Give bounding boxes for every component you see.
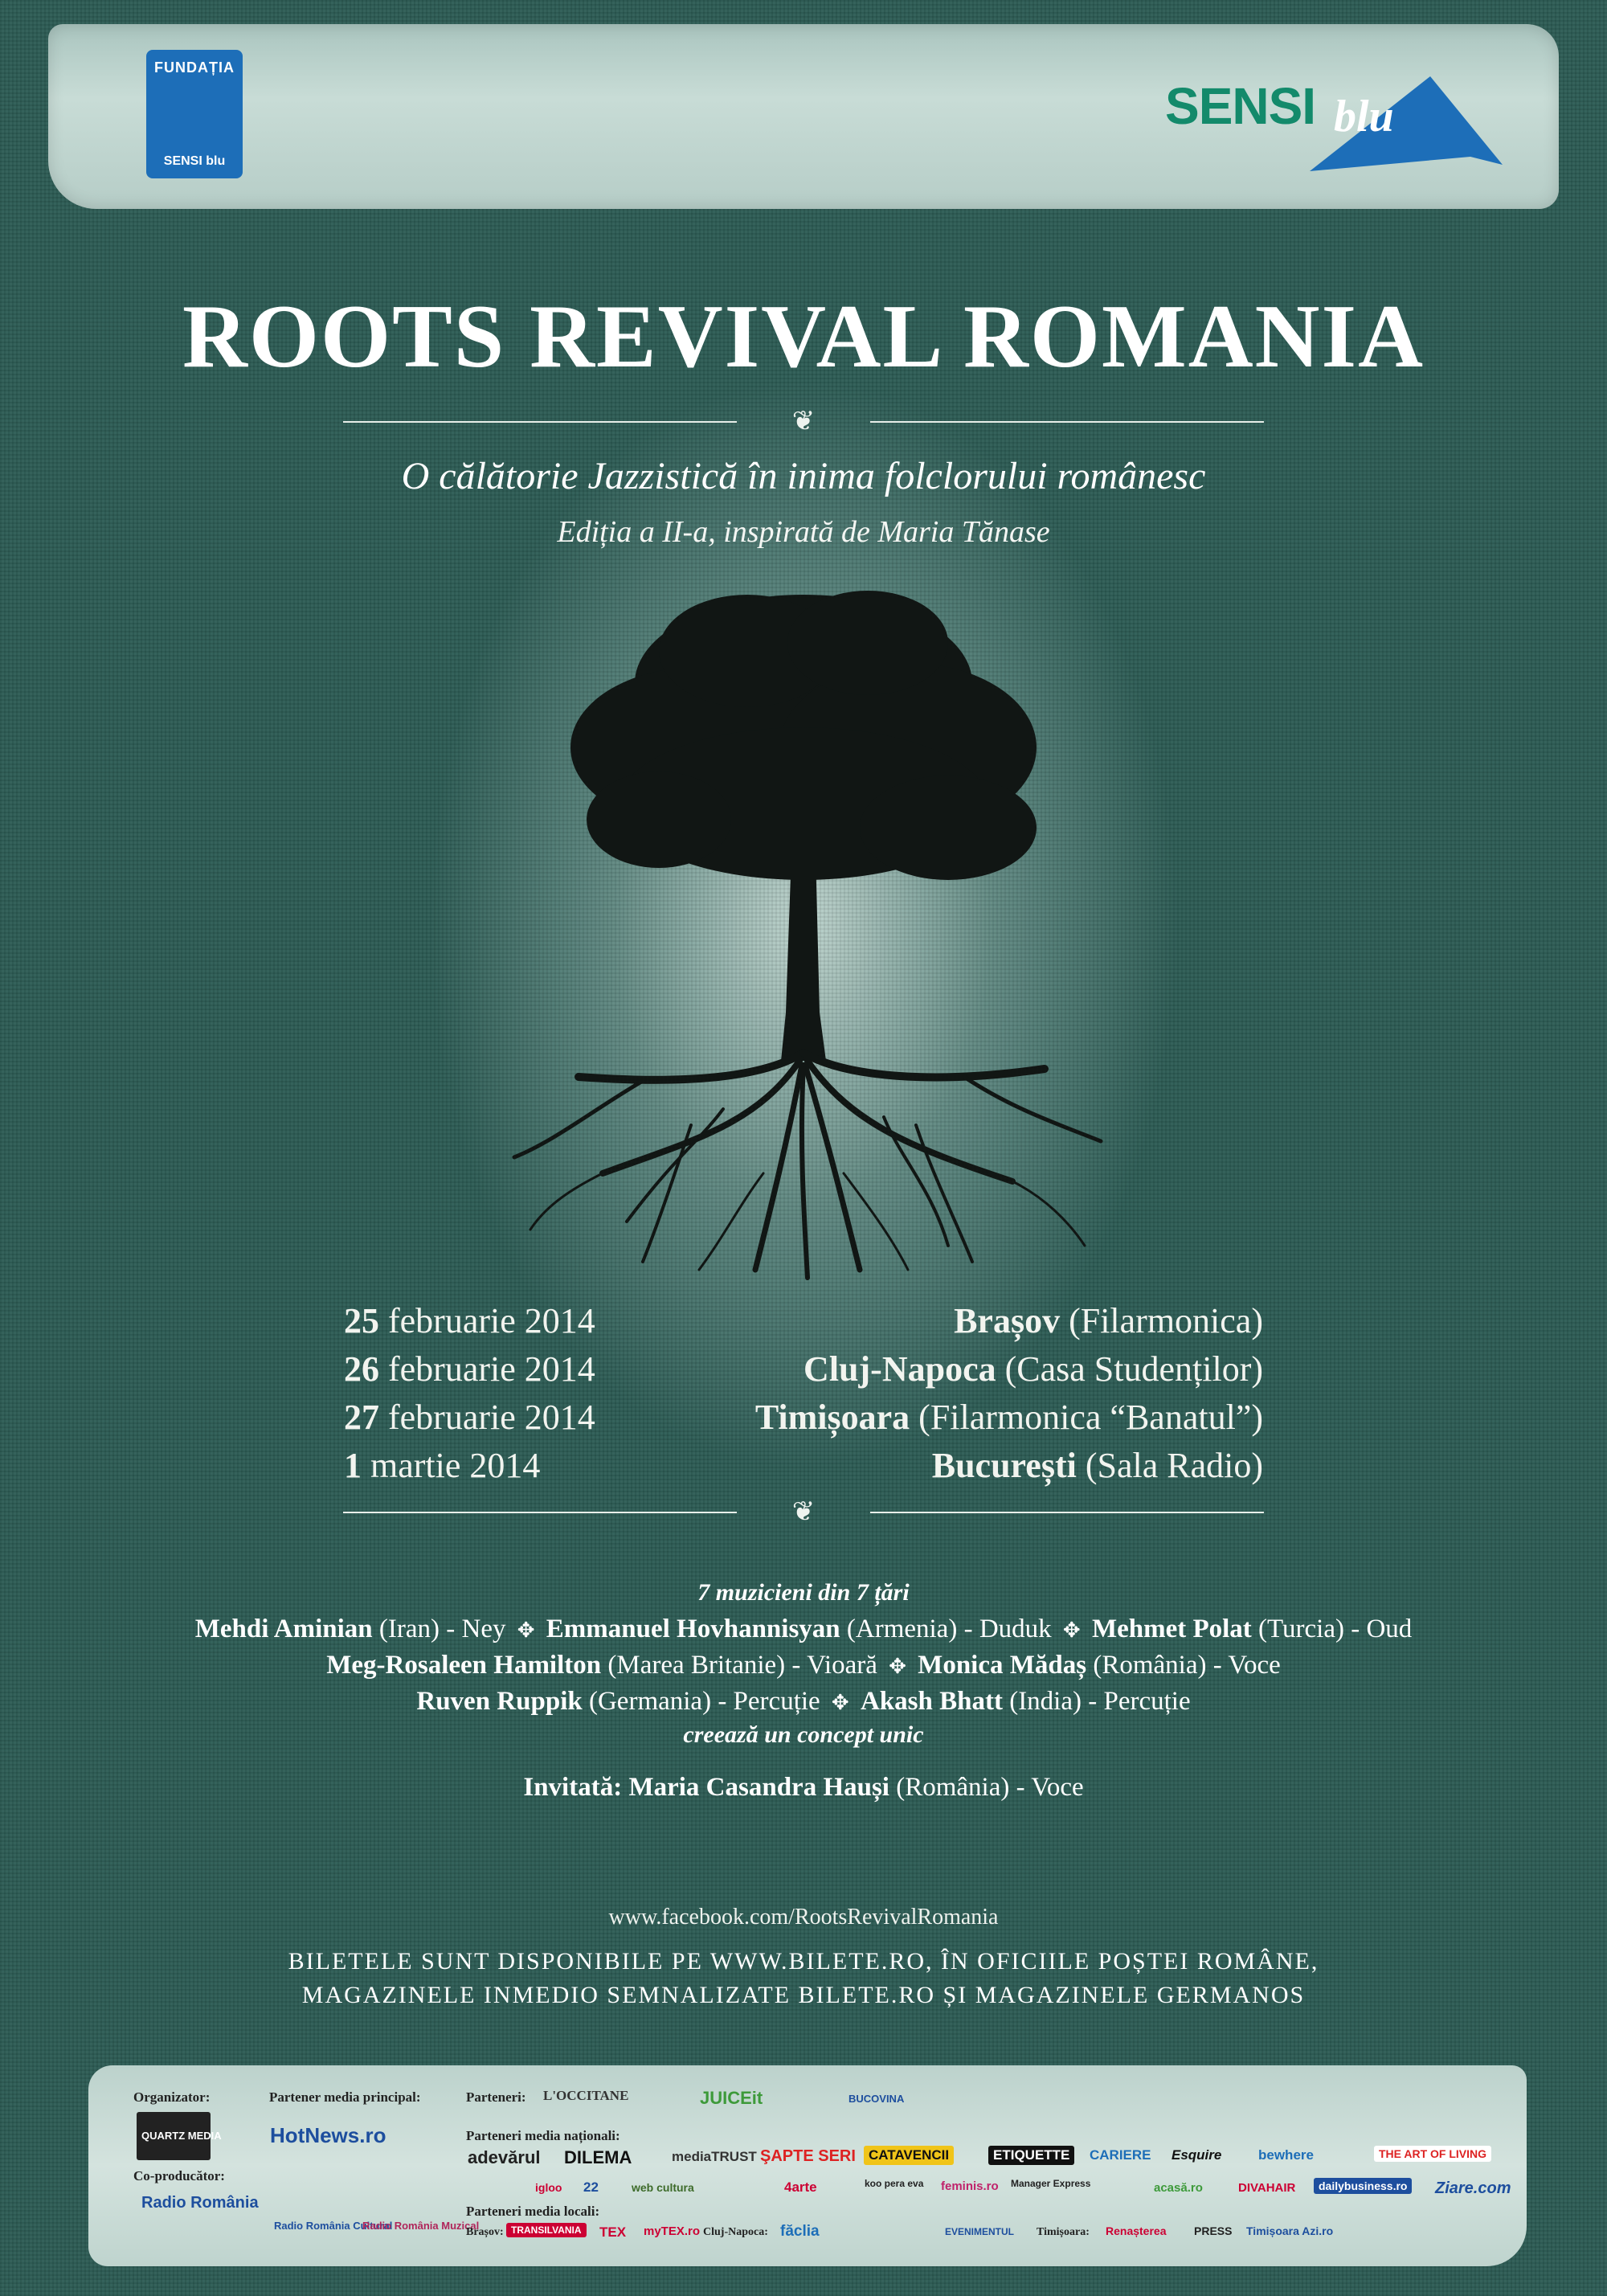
tex-logo: TEX xyxy=(599,2224,627,2240)
acasa-logo: acasă.ro xyxy=(1154,2181,1203,2195)
event-subtitle: O călătorie Jazzistică în inima folclorului românesc xyxy=(401,455,1206,497)
event-edition: Ediția a II-a, inspirată de Maria Tănase xyxy=(557,515,1050,549)
dailybusiness-logo: dailybusiness.ro xyxy=(1314,2178,1412,2194)
fundatia-sensi-blu-logo xyxy=(146,50,243,178)
nationali-label: Parteneri media naționali: xyxy=(466,2128,620,2143)
divahair-logo: DIVAHAIR xyxy=(1238,2181,1296,2195)
art-of-living-logo: THE ART OF LIVING xyxy=(1374,2146,1491,2162)
ornament-divider-top xyxy=(343,406,1264,438)
flourish-icon: ✥ xyxy=(889,1655,906,1678)
fundatia-brand: SENSI blu xyxy=(163,154,226,168)
adevarul-logo: adevărul xyxy=(468,2147,541,2167)
feminis-logo: feminis.ro xyxy=(941,2179,999,2193)
juiceit-logo: JUICEit xyxy=(700,2088,763,2108)
etiquette-logo: ETIQUETTE xyxy=(988,2146,1074,2165)
locali-label: Parteneri media locali: xyxy=(466,2204,600,2219)
loccitane-logo: L'OCCITANE xyxy=(543,2088,629,2103)
koopera-logo: koo pera eva xyxy=(865,2178,924,2189)
coproducator-label: Co-producător: xyxy=(133,2168,225,2183)
radio-cultural-logo: Radio România Cultural xyxy=(274,2220,393,2232)
event-title: ROOTS REVIVAL ROMANIA xyxy=(182,287,1425,387)
date-row: 26 februarie 2014 Cluj-Napoca (Casa Studenților) xyxy=(344,1349,1263,1389)
quartz-logo: QUARTZ MEDIA xyxy=(137,2112,211,2160)
facebook-link[interactable]: www.facebook.com/RootsRevivalRomania xyxy=(608,1905,999,1930)
date-row: 25 februarie 2014 Brașov (Filarmonica) xyxy=(344,1301,1263,1340)
ziare-logo: Ziare.com xyxy=(1435,2179,1511,2197)
bucovina-logo: BUCOVINA xyxy=(848,2093,905,2105)
parteneri-label: Parteneri: xyxy=(466,2089,526,2105)
press-logo: PRESS xyxy=(1194,2224,1233,2237)
date-row: 27 februarie 2014 Timișoara (Filarmonica “Banatul”) xyxy=(344,1398,1263,1437)
faclia-logo: făclia xyxy=(780,2223,820,2240)
flourish-icon: ✥ xyxy=(517,1619,535,1642)
catavencii-logo: CATAVENCII xyxy=(864,2146,954,2165)
igloo-logo: igloo xyxy=(535,2181,562,2194)
musicians-lead: 7 muzicieni din 7 țări xyxy=(697,1579,910,1606)
guest-line: Invitată: Maria Casandra Hauși (România) - Voce xyxy=(523,1773,1084,1802)
blu-word: blu xyxy=(1334,92,1394,141)
musicians-row: Ruven Ruppik (Germania) - Percuție ✥ Akash Bhatt (India) - Percuție xyxy=(416,1687,1191,1716)
tree-with-roots-illustration xyxy=(482,563,1125,1286)
esquire-logo: Esquire xyxy=(1172,2147,1222,2163)
musicians-block xyxy=(0,1579,1607,1806)
radio-muzical-logo: Radio România Muzical xyxy=(362,2220,480,2232)
sensi-word: SENSI xyxy=(1165,77,1316,135)
mytex-logo: myTEX.ro xyxy=(644,2224,701,2238)
cluj-label: Cluj-Napoca: xyxy=(703,2226,768,2238)
mediatrust-logo: mediaTRUST xyxy=(672,2149,757,2164)
sensi-blu-logo xyxy=(1165,76,1503,177)
sponsors-area xyxy=(112,2089,1511,2258)
dilema-logo: DILEMA xyxy=(564,2147,632,2167)
timisoara-label: Timișoara: xyxy=(1037,2226,1090,2238)
brasov-label: Brașov: xyxy=(466,2226,504,2238)
date-row: 1 martie 2014 București (Sala Radio) xyxy=(344,1446,1263,1485)
evenimentul-logo: EVENIMENTUL xyxy=(945,2226,1015,2237)
musicians-row: Mehdi Aminian (Iran) - Ney ✥ Emmanuel Hovhannisyan (Armenia) - Duduk ✥ Mehmet Polat (Turcia) - Oud xyxy=(194,1615,1413,1643)
ornament-divider-bottom xyxy=(343,1496,1264,1529)
revista-22-logo: 22 xyxy=(583,2179,599,2195)
flourish-icon: ❦ xyxy=(791,1497,816,1527)
transilvania-logo: TRANSILVANIA xyxy=(506,2223,587,2237)
fundatia-label: FUNDAȚIA xyxy=(154,59,235,76)
media-principal-label: Partener media principal: xyxy=(269,2089,421,2105)
manager-express-logo: Manager Express xyxy=(1011,2178,1091,2189)
flourish-icon: ✥ xyxy=(1062,1619,1081,1642)
webcultura-logo: web cultura xyxy=(632,2181,694,2194)
flourish-icon: ✥ xyxy=(831,1691,849,1714)
musicians-row: Meg-Rosaleen Hamilton (Marea Britanie) - Vioară ✥ Monica Mădaș (România) - Voce xyxy=(326,1651,1281,1680)
flourish-icon: ❦ xyxy=(791,407,816,436)
organizator-label: Organizator: xyxy=(133,2089,211,2105)
timisoara-azi-logo: Timișoara Azi.ro xyxy=(1246,2224,1334,2237)
tour-dates xyxy=(344,1300,1263,1493)
concept-text: creează un concept unic xyxy=(683,1721,924,1748)
4arte-logo: 4arte xyxy=(784,2179,817,2195)
hotnews-logo: HotNews.ro xyxy=(270,2123,386,2147)
sapte-seri-logo: ŞAPTE SERI xyxy=(760,2147,856,2165)
radio-romania-logo: Radio România xyxy=(141,2194,259,2212)
ticket-info: BILETELE SUNT DISPONIBILE PE WWW.BILETE.RO, ÎN OFICIILE POȘTEI ROMÂNE, MAGAZINELE INMEDIO SEMNALIZATE BILETE.RO ȘI MAGAZINELE GERMANOS xyxy=(288,1948,1319,2008)
cariere-logo: CARIERE xyxy=(1090,2147,1151,2163)
renasterea-logo: Renașterea xyxy=(1106,2224,1167,2237)
bewhere-logo: bewhere xyxy=(1258,2147,1314,2163)
